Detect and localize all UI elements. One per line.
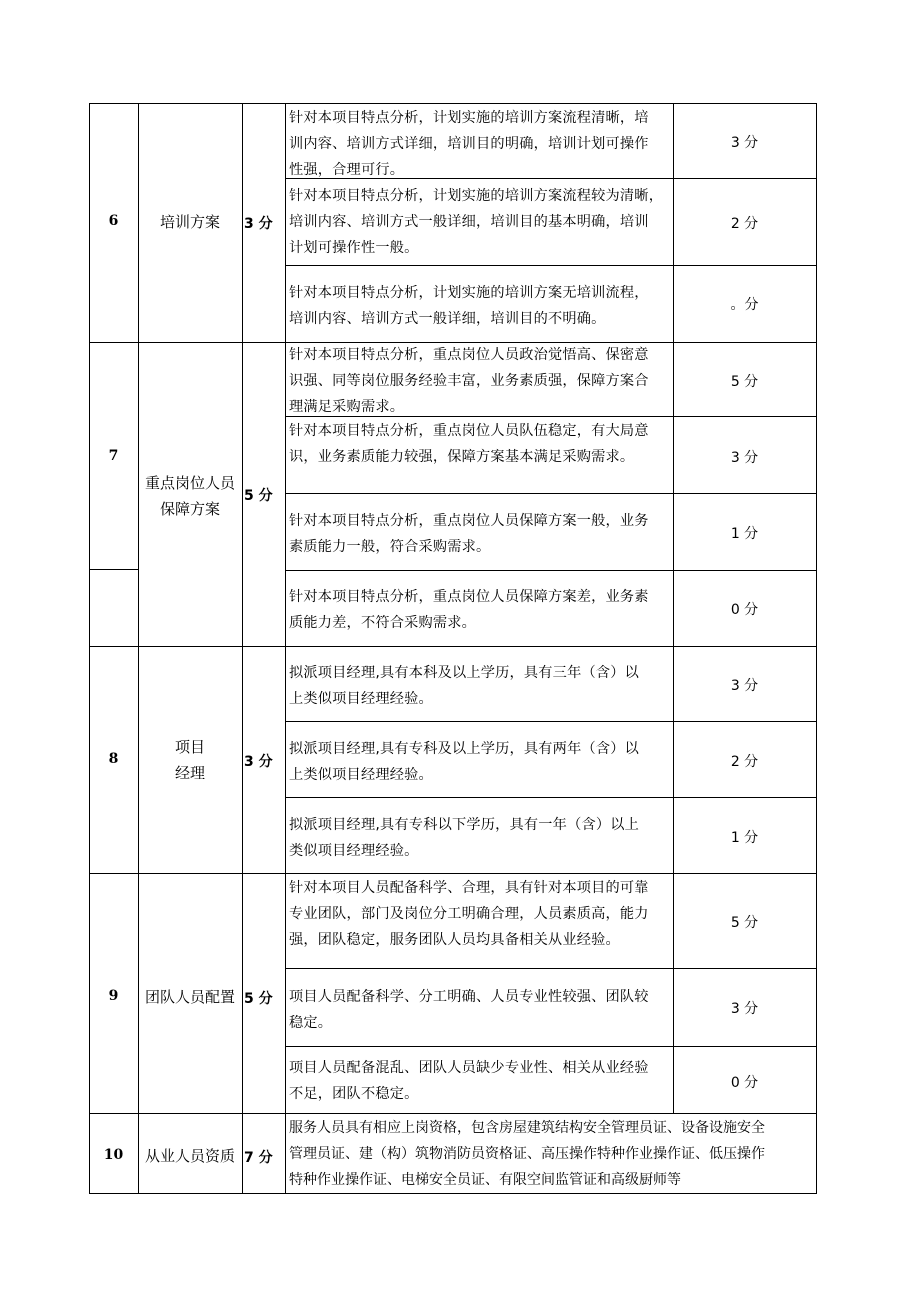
criterion-line: 管理员证、建（构）筑物消防员资格证、高压操作特种作业操作证、低压操作 xyxy=(289,1146,765,1162)
criterion-line: 强，团队稳定，服务团队人员均具备相关从业经验。 xyxy=(289,932,620,948)
criterion-line: 针对本项目特点分析，重点岗位人员政治觉悟高、保密意 xyxy=(289,347,649,363)
criterion-line: 针对本项目特点分析，计划实施的培训方案流程较为清晰， xyxy=(289,188,664,204)
criterion-score: 3 分 xyxy=(730,135,759,151)
item-weight: 3 分 xyxy=(244,216,273,232)
item-weight: 7 分 xyxy=(244,1150,273,1166)
criterion-line: 特种作业操作证、电梯安全员证、有限空间监管证和高级厨师等 xyxy=(289,1172,681,1188)
criterion-line: 针对本项目特点分析，计划实施的培训方案流程清晰，培 xyxy=(289,110,649,126)
criterion-line: 质能力差，不符合采购需求。 xyxy=(289,615,477,631)
criterion-line: 服务人员具有相应上岗资格，包含房屋建筑结构安全管理员证、设备设施安全 xyxy=(289,1120,765,1136)
criterion-line: 针对本项目特点分析，重点岗位人员保障方案差，业务素 xyxy=(289,589,649,605)
item-name xyxy=(138,734,242,786)
criterion-description xyxy=(289,984,649,1036)
row-border xyxy=(285,721,817,722)
criterion-line: 拟派项目经理,具有专科以下学历，具有一年（含）以上 xyxy=(289,817,640,833)
criterion-score: 0 分 xyxy=(730,602,759,618)
row-border xyxy=(285,968,817,969)
item-name-line: 团队人员配置 xyxy=(144,988,235,1006)
item-name-line: 培训方案 xyxy=(159,213,220,231)
criterion-line: 专业团队，部门及岗位分工明确合理，人员素质高，能力 xyxy=(289,906,649,922)
item-name-line: 保障方案 xyxy=(159,500,220,518)
criterion-score: 2 分 xyxy=(730,216,759,232)
criterion-score: 。分 xyxy=(730,297,759,313)
row-border xyxy=(285,570,817,571)
criterion-line: 培训内容、培训方式一般详细，培训目的基本明确，培训 xyxy=(289,214,649,230)
criterion-score: 3 分 xyxy=(730,678,759,694)
item-weight: 5 分 xyxy=(244,488,273,504)
criterion-line: 针对本项目特点分析，重点岗位人员队伍稳定，有大局意 xyxy=(289,423,649,439)
criterion-description xyxy=(289,875,649,953)
criterion-line: 训内容、培训方式详细，培训目的明确，培训计划可操作 xyxy=(289,136,649,152)
criterion-line: 上类似项目经理经验。 xyxy=(289,767,433,783)
item-name xyxy=(138,1143,242,1169)
criterion-line: 针对本项目特点分析，重点岗位人员保障方案一般，业务 xyxy=(289,513,649,529)
item-weight: 5 分 xyxy=(244,991,273,1007)
row-border xyxy=(285,493,817,494)
criterion-line: 针对本项目人员配备科学、合理，具有针对本项目的可靠 xyxy=(289,880,649,896)
criterion-description xyxy=(289,280,649,332)
criterion-description xyxy=(289,508,649,560)
row-number: 7 xyxy=(108,448,119,464)
criterion-description xyxy=(289,660,639,712)
criterion-line: 性强，合理可行。 xyxy=(289,162,405,178)
row-border xyxy=(285,797,817,798)
criterion-description xyxy=(289,1055,649,1107)
row-number: 10 xyxy=(103,1147,124,1163)
row-number: 6 xyxy=(108,213,119,229)
criterion-score: 3 分 xyxy=(730,450,759,466)
column-border xyxy=(89,103,90,1194)
criterion-line: 理满足采购需求。 xyxy=(289,399,405,415)
criterion-description xyxy=(289,105,649,183)
row-border xyxy=(89,1113,817,1114)
criterion-line: 不足，团队不稳定。 xyxy=(289,1086,419,1102)
criterion-score: 5 分 xyxy=(730,374,759,390)
item-name xyxy=(138,984,242,1010)
criterion-line: 培训内容、培训方式一般详细，培训目的不明确。 xyxy=(289,311,606,327)
criterion-line: 拟派项目经理,具有专科及以上学历，具有两年（含）以 xyxy=(289,741,640,757)
item-name-line: 重点岗位人员 xyxy=(144,474,235,492)
item-name xyxy=(138,470,242,522)
criterion-line: 稳定。 xyxy=(289,1015,333,1031)
criterion-description xyxy=(289,183,663,261)
column-border xyxy=(816,103,817,1194)
criterion-description xyxy=(289,418,649,470)
criterion-line: 上类似项目经理经验。 xyxy=(289,691,433,707)
criterion-description xyxy=(289,812,639,864)
criterion-score: 2 分 xyxy=(730,754,759,770)
row-border xyxy=(89,1193,817,1194)
column-border xyxy=(138,103,139,1194)
criterion-score: 0 分 xyxy=(730,1075,759,1091)
criterion-line: 针对本项目特点分析，计划实施的培训方案无培训流程， xyxy=(289,285,649,301)
criterion-description xyxy=(289,736,639,788)
criterion-description xyxy=(289,1115,765,1193)
criterion-description xyxy=(289,342,649,420)
row-border xyxy=(285,1046,817,1047)
criterion-score: 1 分 xyxy=(730,830,759,846)
row-border xyxy=(285,265,817,266)
item-name-line: 经理 xyxy=(174,764,205,782)
criterion-score: 1 分 xyxy=(730,526,759,542)
criterion-line: 项目人员配备混乱、团队人员缺少专业性、相关从业经验 xyxy=(289,1060,649,1076)
criterion-description xyxy=(289,584,649,636)
column-border xyxy=(285,103,286,1194)
criterion-score: 3 分 xyxy=(730,1001,759,1017)
criterion-line: 素质能力一般，符合采购需求。 xyxy=(289,539,491,555)
item-name-line: 从业人员资质 xyxy=(144,1147,235,1165)
row-border xyxy=(89,646,817,647)
criterion-line: 识强、同等岗位服务经验丰富，业务素质强，保障方案合 xyxy=(289,373,649,389)
row-border xyxy=(89,569,138,570)
criterion-line: 识，业务素质能力较强，保障方案基本满足采购需求。 xyxy=(289,449,635,465)
item-name-line: 项目 xyxy=(174,738,205,756)
criterion-line: 类似项目经理经验。 xyxy=(289,843,419,859)
criterion-line: 拟派项目经理,具有本科及以上学历，具有三年（含）以 xyxy=(289,665,640,681)
column-border xyxy=(242,103,243,1194)
criterion-line: 项目人员配备科学、分工明确、人员专业性较强、团队较 xyxy=(289,989,649,1005)
item-weight: 3 分 xyxy=(244,754,273,770)
row-border xyxy=(89,103,817,104)
item-name xyxy=(138,209,242,235)
criterion-line: 计划可操作性一般。 xyxy=(289,240,419,256)
row-number: 8 xyxy=(108,751,119,767)
row-border xyxy=(89,873,817,874)
criterion-score: 5 分 xyxy=(730,915,759,931)
row-number: 9 xyxy=(108,988,119,1004)
